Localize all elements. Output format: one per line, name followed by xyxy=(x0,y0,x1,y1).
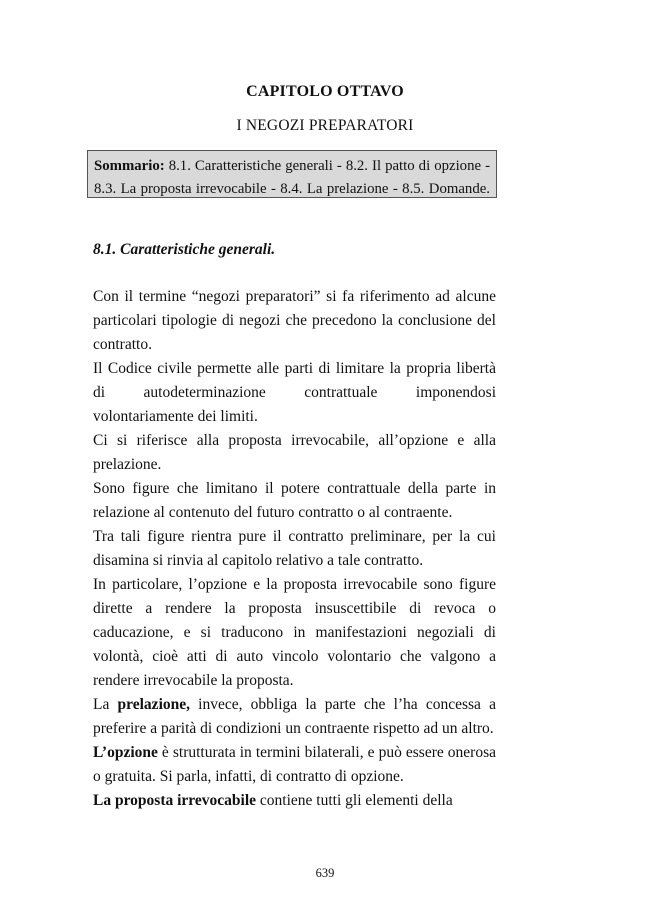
paragraph xyxy=(93,789,496,813)
summary-box xyxy=(87,150,497,198)
emphasis-term: prelazione, xyxy=(117,696,190,713)
section-heading: 8.1. Caratteristiche generali. xyxy=(93,241,276,258)
paragraph-text: è strutturata in termini bilaterali, e può essere onerosa o gratuita. Si parla, infatti, di contratto di opzione. xyxy=(93,744,496,785)
summary-label: Sommario: xyxy=(94,158,165,174)
paragraph: Tra tali figure rientra pure il contratto preliminare, per la cui disamina si rinvia al capitolo relativo a tale contratto. xyxy=(93,528,496,569)
paragraph-text: contiene tutti gli elementi della xyxy=(256,792,453,809)
paragraph: Ci si riferisce alla proposta irrevocabile, all’opzione e alla prelazione. xyxy=(93,432,496,473)
paragraph: Il Codice civile permette alle parti di limitare la propria libertà di autodeterminazione contrattuale imponendosi volontariamente dei limiti. xyxy=(93,360,496,425)
paragraph: Con il termine “negozi preparatori” si fa riferimento ad alcune particolari tipologie di negozi che precedono la conclusione del contratto. xyxy=(93,288,496,353)
page-number: 639 xyxy=(315,866,335,880)
paragraph: In particolare, l’opzione e la proposta irrevocabile sono figure dirette a rendere la proposta insuscettibile di revoca o caducazione, e si traducono in manifestazioni negoziali di volontà, cioè atti di auto vincolo volontario che valgono a rendere irrevocabile la proposta. xyxy=(93,576,496,689)
emphasis-term: L’opzione xyxy=(93,744,158,761)
body-text xyxy=(93,285,496,813)
emphasis-term: La proposta irrevocabile xyxy=(93,792,257,809)
paragraph xyxy=(93,693,496,741)
paragraph-text: invece, obbliga la parte che l’ha concessa a preferire a parità di condizioni un contraente rispetto ad un altro. xyxy=(93,696,496,737)
summary-text: 8.1. Caratteristiche generali - 8.2. Il patto di opzione - 8.3. La proposta irrevocabile - 8.4. La prelazione - 8.5. Domande. xyxy=(94,158,490,197)
chapter-subtitle: I NEGOZI PREPARATORI xyxy=(236,117,414,134)
paragraph-text: La xyxy=(93,696,118,713)
chapter-title: CAPITOLO OTTAVO xyxy=(246,83,404,100)
paragraph: Sono figure che limitano il potere contrattuale della parte in relazione al contenuto del futuro contratto o al contraente. xyxy=(93,480,496,521)
paragraph xyxy=(93,741,496,789)
